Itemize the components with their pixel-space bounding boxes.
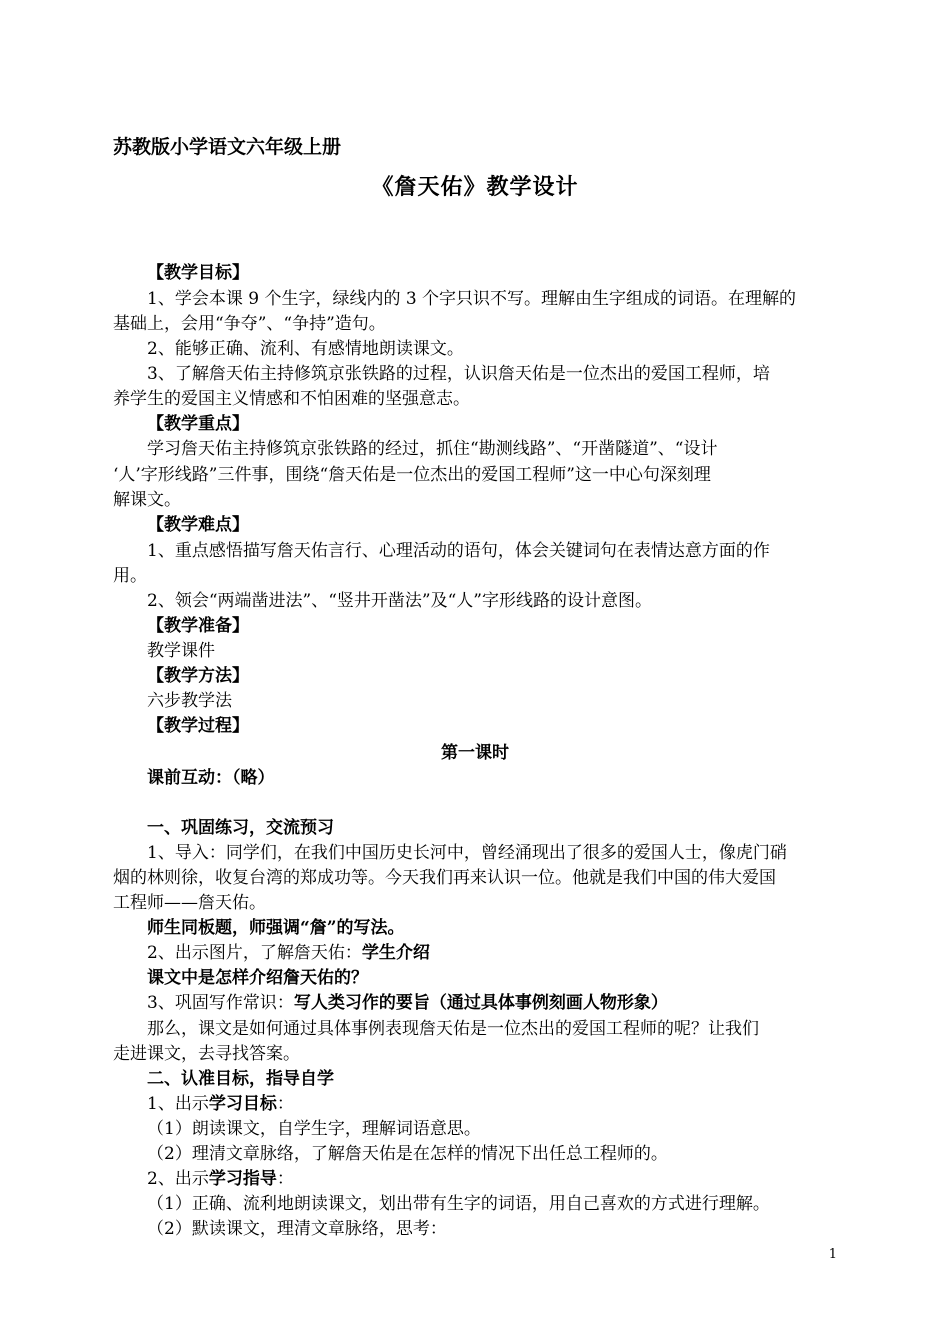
text-run-bold: 学习目标 bbox=[208, 1094, 277, 1114]
paragraph-line: 1、重点感悟描写詹天佑言行、心理活动的语句，体会关键词句在表情达意方面的作 bbox=[147, 541, 770, 561]
paragraph-line bbox=[147, 940, 843, 966]
section-heading-key-points: 【教学重点】 bbox=[147, 414, 249, 434]
text-run-bold: 学生介绍 bbox=[361, 943, 430, 963]
paragraph-line: 师生同板题，师强调“詹”的写法。 bbox=[147, 918, 405, 938]
document-supertitle: 苏教版小学语文六年级上册 bbox=[113, 136, 342, 158]
section-heading-difficulties: 【教学难点】 bbox=[147, 515, 249, 535]
text-run-bold: 写人类习作的要旨（通过具体事例刻画人物形象） bbox=[293, 993, 668, 1013]
pre-class-heading: 课前互动：（略） bbox=[147, 768, 275, 788]
paragraph-line: （2）默读课文，理清文章脉络，思考： bbox=[147, 1219, 447, 1239]
paragraph-line: 2、领会“两端凿进法”、“竖井开凿法”及“人”字形线路的设计意图。 bbox=[147, 591, 652, 611]
paragraph-line: 用。 bbox=[113, 566, 147, 586]
section-heading-process: 【教学过程】 bbox=[147, 716, 249, 736]
paragraph-line: 学习詹天佑主持修筑京张铁路的经过，抓住“勘测线路”、“开凿隧道”、“设计 bbox=[147, 439, 718, 459]
paragraph-line: 走进课文，去寻找答案。 bbox=[113, 1044, 300, 1064]
section-heading-step-two: 二、认准目标，指导自学 bbox=[147, 1069, 334, 1089]
text-run: 2、出示图片，了解詹天佑： bbox=[147, 943, 362, 963]
paragraph-line: （2）理清文章脉络，了解詹天佑是在怎样的情况下出任总工程师的。 bbox=[147, 1144, 668, 1164]
paragraph-line: 1、学会本课 9 个生字，绿线内的 3 个字只识不写。理解由生字组成的词语。在理解的 bbox=[147, 289, 797, 309]
paragraph-line bbox=[147, 1091, 843, 1117]
document-title: 《詹天佑》教学设计 bbox=[371, 174, 579, 200]
paragraph-line: 基础上，会用“争夺”、“争持”造句。 bbox=[113, 314, 386, 334]
text-run-bold: 学习指导 bbox=[208, 1169, 277, 1189]
text-run: 1、出示 bbox=[147, 1094, 209, 1114]
text-run: ： bbox=[276, 1094, 294, 1114]
paragraph-line: 1、导入：同学们，在我们中国历史长河中，曾经涌现出了很多的爱国人士，像虎门硝 bbox=[147, 843, 787, 863]
paragraph-line: 那么，课文是如何通过具体事例表现詹天佑是一位杰出的爱国工程师的呢？让我们 bbox=[147, 1019, 759, 1039]
paragraph-line: 解课文。 bbox=[113, 490, 181, 510]
section-heading-objectives: 【教学目标】 bbox=[147, 263, 249, 283]
paragraph-line: 烟的林则徐，收复台湾的郑成功等。今天我们再来认识一位。他就是我们中国的伟大爱国 bbox=[113, 868, 776, 888]
text-run: 2、出示 bbox=[147, 1169, 209, 1189]
paragraph-line: 2、能够正确、流利、有感情地朗读课文。 bbox=[147, 339, 464, 359]
paragraph-line bbox=[147, 1166, 843, 1192]
lesson-period-heading: 第一课时 bbox=[441, 743, 509, 763]
paragraph-line: 课文中是怎样介绍詹天佑的？ bbox=[147, 968, 368, 988]
paragraph-line: 养学生的爱国主义情感和不怕困难的坚强意志。 bbox=[113, 389, 470, 409]
page-number: 1 bbox=[828, 1247, 837, 1262]
section-heading-preparation: 【教学准备】 bbox=[147, 616, 249, 636]
text-run: ： bbox=[276, 1169, 294, 1189]
paragraph-line: 3、了解詹天佑主持修筑京张铁路的过程，认识詹天佑是一位杰出的爱国工程师，培 bbox=[147, 364, 770, 384]
text-run: 3、巩固写作常识： bbox=[147, 993, 294, 1013]
paragraph-line bbox=[147, 990, 843, 1016]
paragraph-line: 工程师——詹天佑。 bbox=[113, 893, 266, 913]
paragraph-line: 教学课件 bbox=[147, 641, 215, 661]
paragraph-line: （1）朗读课文，自学生字，理解词语意思。 bbox=[147, 1119, 481, 1139]
paragraph-line: ‘人’字形线路”三件事，围绕“詹天佑是一位杰出的爱国工程师”这一中心句深刻理 bbox=[113, 465, 711, 485]
section-heading-method: 【教学方法】 bbox=[147, 666, 249, 686]
paragraph-line: 六步教学法 bbox=[147, 691, 232, 711]
paragraph-line: （1）正确、流利地朗读课文，划出带有生字的词语，用自己喜欢的方式进行理解。 bbox=[147, 1194, 770, 1214]
section-heading-step-one: 一、巩固练习，交流预习 bbox=[147, 818, 334, 838]
